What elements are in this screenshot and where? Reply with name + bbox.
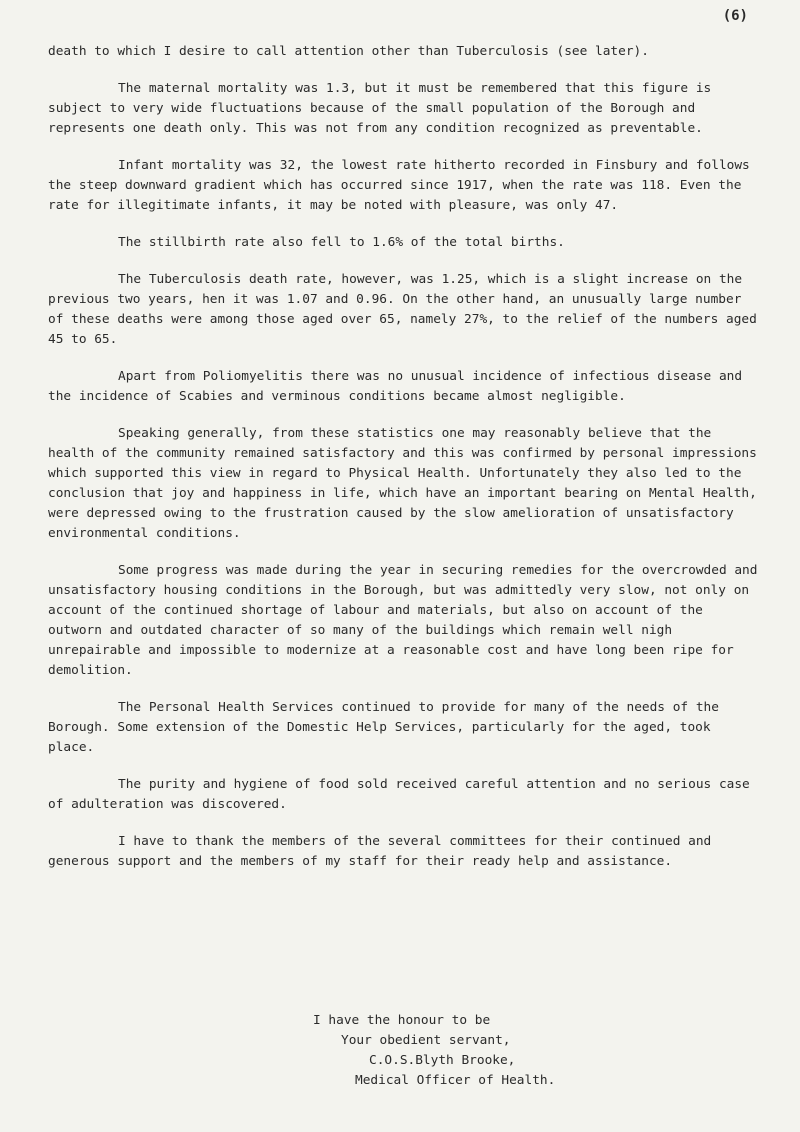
signoff-line-name: C.O.S.Blyth Brooke, xyxy=(369,1053,516,1068)
paragraph-maternal-mortality: The maternal mortality was 1.3, but it must be remembered that this figure is subject to very wide fluctuations because of the small population of the Borough and represents one death only. This was not from any condition recognized as preventable. xyxy=(48,81,712,136)
paragraph-stillbirth: The stillbirth rate also fell to 1.6% of the total births. xyxy=(118,235,565,250)
paragraph-housing: Some progress was made during the year in securing remedies for the overcrowded and unsatisfactory housing conditions in the Borough, but was admittedly very slow, not only on account of the continued shortage of labour and materials, but also on account of the outworn and outdated character of so many of the buildings which remain well nigh unrepairable and impossible to modernize at a reasonable cost and have long been ripe for demolition. xyxy=(48,563,758,678)
page-number: (6) xyxy=(722,8,748,24)
document-body xyxy=(48,42,760,889)
paragraph-continuation: death to which I desire to call attention other than Tuberculosis (see later). xyxy=(48,44,649,59)
paragraph-infectious-disease: Apart from Poliomyelitis there was no unusual incidence of infectious disease and the incidence of Scabies and verminous conditions became almost negligible. xyxy=(48,369,743,404)
paragraph-food-hygiene: The purity and hygiene of food sold received careful attention and no serious case of adulteration was discovered. xyxy=(48,777,750,812)
signoff-line-title: Medical Officer of Health. xyxy=(355,1073,556,1088)
signoff-line-honour: I have the honour to be xyxy=(313,1013,491,1028)
signoff-block xyxy=(313,1011,555,1091)
paragraph-tuberculosis: The Tuberculosis death rate, however, was 1.25, which is a slight increase on the previous two years, hen it was 1.07 and 0.96. On the other hand, an unusually large number of these deaths were among those aged over 65, namely 27%, to the relief of the numbers aged 45 to 65. xyxy=(48,272,757,347)
paragraph-personal-health: The Personal Health Services continued to provide for many of the needs of the Borough. Some extension of the Domestic Help Services, particularly for the aged, took place. xyxy=(48,700,719,755)
paragraph-general-health: Speaking generally, from these statistics one may reasonably believe that the health of the community remained satisfactory and this was confirmed by personal impressions which supported this view in regard to Physical Health. Unfortunately they also led to the conclusion that joy and happiness in life, which have an important bearing on Mental Health, were depressed owing to the frustration caused by the slow amelioration of unsatisfactory environmental conditions. xyxy=(48,426,757,541)
paragraph-thanks: I have to thank the members of the several committees for their continued and generous support and the members of my staff for their ready help and assistance. xyxy=(48,834,712,869)
paragraph-infant-mortality: Infant mortality was 32, the lowest rate hitherto recorded in Finsbury and follows the steep downward gradient which has occurred since 1917, when the rate was 118. Even the rate for illegitimate infants, it may be noted with pleasure, was only 47. xyxy=(48,158,750,213)
signoff-line-servant: Your obedient servant, xyxy=(341,1033,511,1048)
